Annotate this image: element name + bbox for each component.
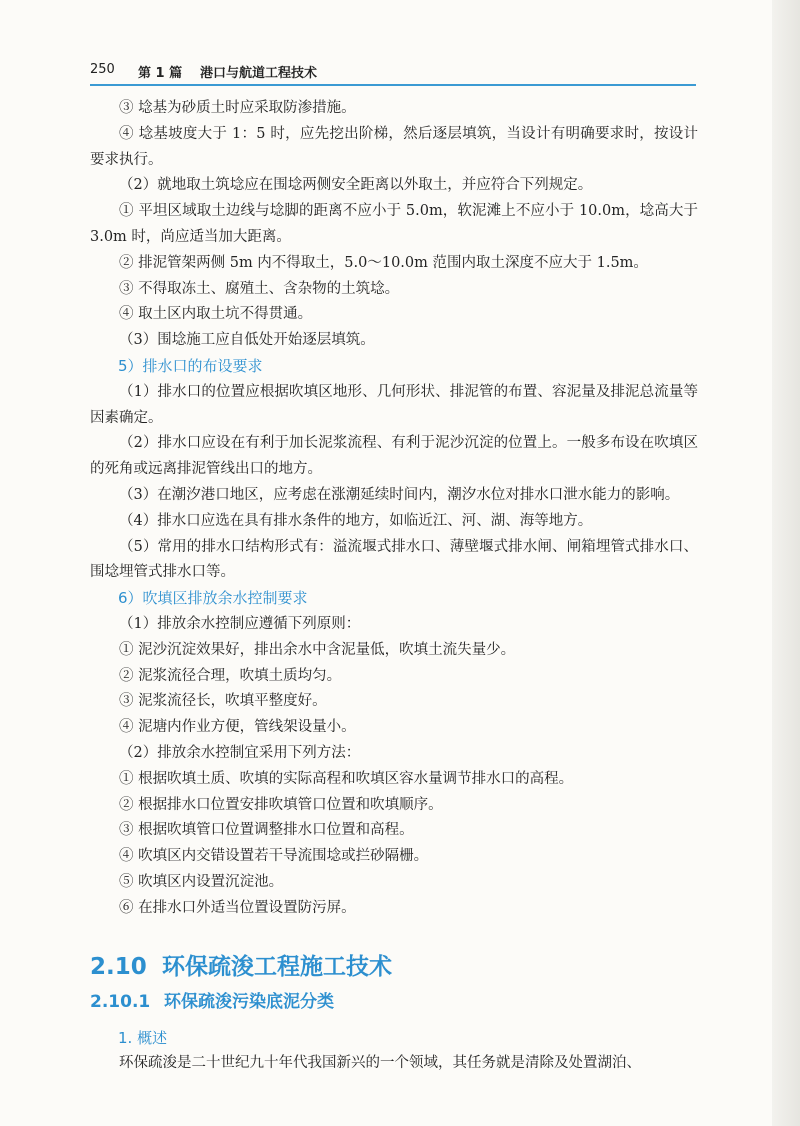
paragraph: （3）在潮汐港口地区，应考虑在涨潮延续时间内，潮汐水位对排水口泄水能力的影响。 [119,486,680,503]
paragraph: ① 根据吹填土质、吹填的实际高程和吹填区容水量调节排水口的高程。 [119,770,574,787]
section-heading [90,952,698,982]
paragraph: ② 泥浆流径合理，吹填土质均匀。 [119,667,342,684]
subsection-heading [90,988,698,1016]
paragraph: （2）就地取土筑埝应在围埝两侧安全距离以外取土，并应符合下列规定。 [119,177,593,194]
paragraph: ③ 泥浆流径长，吹填平整度好。 [119,693,327,710]
paragraph: ③ 埝基为砂质土时应采取防渗措施。 [119,100,356,116]
paragraph: （3）围埝施工应自低处开始逐层填筑。 [119,332,375,349]
paragraph: ③ 不得取冻土、腐殖土、含杂物的土筑埝。 [119,280,400,297]
paragraph: ④ 取土区内取土坑不得贯通。 [119,306,313,323]
book-spine-shadow [772,0,800,1126]
subsection-title: 环保疏浚污染底泥分类 [164,991,334,1012]
paragraph: ⑤ 吹填区内设置沉淀池。 [119,873,284,890]
subheading-outfall: 5）排水口的布设要求 [118,356,263,375]
subheading-discharge-control: 6）吹填区排放余水控制要求 [118,589,308,608]
paragraph: ⑥ 在排水口外适当位置设置防污屏。 [119,899,356,916]
paragraph: ① 泥沙沉淀效果好，排出余水中含泥量低，吹填土流失量少。 [119,641,516,658]
section-number: 2.10 [90,953,147,980]
paragraph: ③ 根据吹填管口位置调整排水口位置和高程。 [119,822,414,839]
paragraph: ④ 埝基坡度大于 1：5 时，应先挖出阶梯，然后逐层填筑，当设计有明确要求时，按设计要求执行。 [90,125,698,168]
paragraph: （5）常用的排水口结构形式有：溢流堰式排水口、薄壁堰式排水闸、闸箱埋管式排水口、围埝埋管式排水口等。 [90,538,698,581]
chapter-title: 港口与航道工程技术 [200,66,318,81]
running-header [90,58,696,86]
paragraph: （4）排水口应选在具有排水条件的地方，如临近江、河、湖、海等地方。 [119,512,593,529]
paragraph: （2）排水口应设在有利于加长泥浆流程、有利于泥沙沉淀的位置上。一般多布设在吹填区的死角或远离排泥管线出口的地方。 [90,435,698,478]
paragraph: ④ 吹填区内交错设置若干导流围埝或拦砂隔栅。 [119,848,429,865]
page-number: 250 [90,62,115,77]
paragraph: ② 根据排水口位置安排吹填管口位置和吹填顺序。 [119,796,443,813]
paragraph: （1）排水口的位置应根据吹填区地形、几何形状、排泥管的布置、容泥量及排泥总流量等因素确定。 [90,383,698,426]
paragraph: ① 平坦区域取土边线与埝脚的距离不应小于 5.0m，软泥滩上不应小于 10.0m，埝高大于 3.0m 时，尚应适当加大距离。 [90,203,698,245]
paragraph: ④ 泥塘内作业方便，管线架设量小。 [119,719,356,736]
page-body [90,96,698,1076]
section-title: 环保疏浚工程施工技术 [162,953,392,980]
part-label: 第 1 篇 [138,66,183,81]
paragraph: （1）排放余水控制应遵循下列原则： [119,615,361,632]
paragraph: （2）排放余水控制宜采用下列方法： [119,744,361,761]
minor-heading: 1. 概述 [118,1028,168,1047]
subsection-number: 2.10.1 [90,991,151,1012]
paragraph: ② 排泥管架两侧 5m 内不得取土，5.0～10.0m 范围内取土深度不应大于 1.5m。 [119,254,648,271]
paragraph: 环保疏浚是二十世纪九十年代我国新兴的一个领域，其任务就是清除及处置湖泊、 [119,1054,641,1071]
